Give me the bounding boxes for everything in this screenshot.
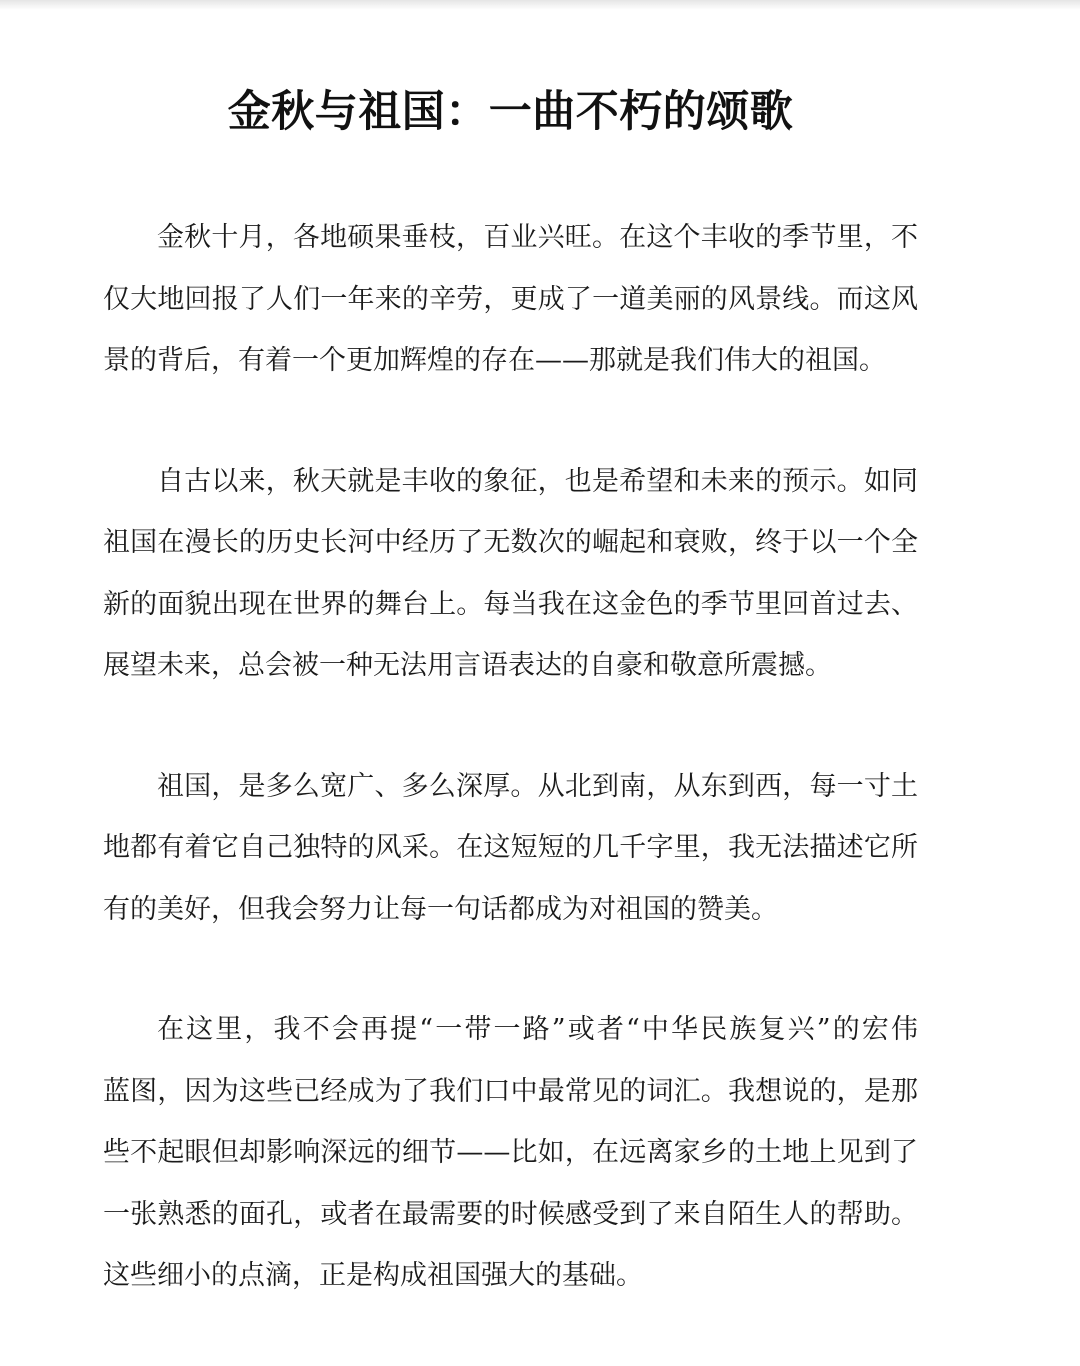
paragraph-4 <box>103 999 918 1307</box>
paragraph-line: 一张熟悉的面孔，或者在最需要的时候感受到了来自陌生人的帮助。 <box>103 1198 918 1230</box>
paragraph-line: 祖国在漫长的历史长河中经历了无数次的崛起和衰败，终于以一个全 <box>103 527 918 558</box>
paragraph-line: 在这里，我不会再提“一带一路”或者“中华民族复兴”的宏伟 <box>157 1014 918 1045</box>
page-edge-shadow <box>0 0 1080 10</box>
paragraph-line: 展望未来，总会被一种无法用言语表达的自豪和敬意所震撼。 <box>103 650 832 681</box>
paragraph-line: 这些细小的点滴，正是构成祖国强大的基础。 <box>103 1260 643 1291</box>
paragraph-3 <box>103 756 918 941</box>
document-body <box>103 207 918 1366</box>
paragraph-line: 景的背后，有着一个更加辉煌的存在——那就是我们伟大的祖国。 <box>103 345 886 376</box>
paragraph-line: 地都有着它自己独特的风采。在这短短的几千字里，我无法描述它所 <box>103 832 918 863</box>
paragraph-line: 祖国，是多么宽广、多么深厚。从北到南，从东到西，每一寸土 <box>157 770 918 802</box>
paragraph-line: 金秋十月，各地硕果垂枝，百业兴旺。在这个丰收的季节里，不 <box>157 222 918 253</box>
paragraph-line: 有的美好，但我会努力让每一句话都成为对祖国的赞美。 <box>103 893 778 925</box>
paragraph-line: 新的面貌出现在世界的舞台上。每当我在这金色的季节里回首过去、 <box>103 588 918 620</box>
paragraph-line: 仅大地回报了人们一年来的辛劳，更成了一道美丽的风景线。而这风 <box>103 283 918 315</box>
paragraph-line: 些不起眼但却影响深远的细节——比如，在远离家乡的土地上见到了 <box>103 1137 918 1168</box>
paragraph-line: 蓝图，因为这些已经成为了我们口中最常见的词汇。我想说的，是那 <box>103 1075 918 1107</box>
paragraph-2 <box>103 451 918 697</box>
paragraph-1 <box>103 207 918 392</box>
paragraph-line: 自古以来，秋天就是丰收的象征，也是希望和未来的预示。如同 <box>157 465 918 497</box>
document-title: 金秋与祖国：一曲不朽的颂歌 <box>227 87 794 137</box>
